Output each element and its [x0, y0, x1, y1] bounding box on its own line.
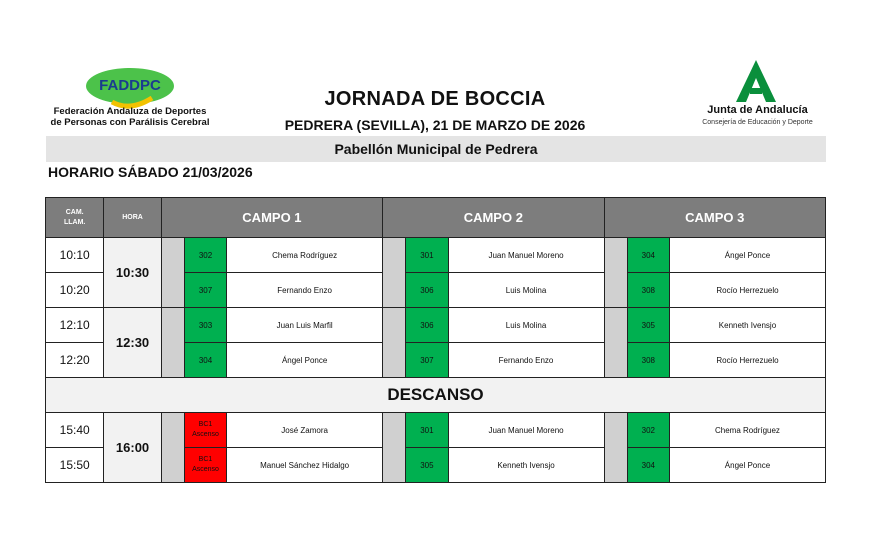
llamada-time: 12:10 [46, 308, 104, 343]
player-name: Kenneth Ivensjo [669, 308, 825, 343]
player-name: Ángel Ponce [669, 238, 825, 273]
player-name: Luis Molina [448, 308, 604, 343]
player-code: 301 [406, 413, 448, 448]
player-name: Rocío Herrezuelo [669, 273, 825, 308]
player-code: 307 [184, 273, 226, 308]
player-name: Chema Rodríguez [227, 238, 383, 273]
player-code: 304 [627, 238, 669, 273]
player-name: Luis Molina [448, 273, 604, 308]
llamada-time: 15:40 [46, 413, 104, 448]
llamada-time: 10:20 [46, 273, 104, 308]
match-hora: 16:00 [104, 413, 161, 483]
player-name: Juan Luis Marfil [227, 308, 383, 343]
venue-banner: Pabellón Municipal de Pedrera [46, 136, 826, 162]
campo-gap [161, 413, 184, 483]
junta-subtitle: Consejería de Educación y Deporte [702, 119, 813, 126]
match-hora: 10:30 [104, 238, 161, 308]
campo-gap [604, 413, 627, 483]
campo-gap [604, 308, 627, 378]
match-hora: 12:30 [104, 308, 161, 378]
player-name: Kenneth Ivensjo [448, 448, 604, 483]
campo-gap [383, 308, 406, 378]
col-header-hora: HORA [104, 198, 161, 238]
schedule-table [45, 197, 826, 483]
player-name: Rocío Herrezuelo [669, 343, 825, 378]
player-code-ascenso: BC1 Ascenso [184, 413, 226, 448]
rest-row [46, 378, 826, 413]
player-code: 301 [406, 238, 448, 273]
page-title: JORNADA DE BOCCIA [324, 88, 546, 110]
logo-text: FADDPC [99, 77, 161, 94]
player-name: Chema Rodríguez [669, 413, 825, 448]
player-code: 305 [627, 308, 669, 343]
llamada-time: 10:10 [46, 238, 104, 273]
player-name: Fernando Enzo [227, 273, 383, 308]
schedule-heading: HORARIO SÁBADO 21/03/2026 [48, 164, 253, 180]
llamada-time: 12:20 [46, 343, 104, 378]
player-name: José Zamora [227, 413, 383, 448]
player-code-ascenso: BC1 Ascenso [184, 448, 226, 483]
page-subtitle: PEDRERA (SEVILLA), 21 DE MARZO DE 2026 [284, 117, 586, 133]
org-name-line2: de Personas con Parálisis Cerebral [50, 117, 210, 128]
table-header-row [46, 198, 826, 238]
llamada-time: 15:50 [46, 448, 104, 483]
col-header-campo-2: CAMPO 2 [383, 198, 604, 238]
player-name: Fernando Enzo [448, 343, 604, 378]
player-code: 303 [184, 308, 226, 343]
table-row [46, 413, 826, 448]
table-row [46, 308, 826, 343]
player-name: Juan Manuel Moreno [448, 238, 604, 273]
player-name: Ángel Ponce [227, 343, 383, 378]
player-code: 302 [184, 238, 226, 273]
player-name: Juan Manuel Moreno [448, 413, 604, 448]
player-code: 306 [406, 308, 448, 343]
campo-gap [161, 308, 184, 378]
player-code: 308 [627, 273, 669, 308]
org-name-line1: Federación Andaluza de Deportes [53, 106, 207, 117]
player-name: Ángel Ponce [669, 448, 825, 483]
col-header-campo-1: CAMPO 1 [161, 198, 382, 238]
junta-andalucia-logo [736, 60, 776, 102]
col-header-campo-3: CAMPO 3 [604, 198, 825, 238]
player-code: 304 [184, 343, 226, 378]
player-name: Manuel Sánchez Hidalgo [227, 448, 383, 483]
org-name [40, 106, 220, 128]
campo-gap [604, 238, 627, 308]
player-code: 307 [406, 343, 448, 378]
player-code: 304 [627, 448, 669, 483]
player-code: 302 [627, 413, 669, 448]
campo-gap [383, 413, 406, 483]
rest-label: DESCANSO [46, 378, 826, 413]
table-row [46, 238, 826, 273]
faddpc-logo [82, 64, 178, 112]
player-code: 305 [406, 448, 448, 483]
campo-gap [161, 238, 184, 308]
player-code: 308 [627, 343, 669, 378]
player-code: 306 [406, 273, 448, 308]
junta-name: Junta de Andalucía [707, 104, 808, 116]
col-header-llamada: CAM. LLAM. [46, 198, 104, 238]
campo-gap [383, 238, 406, 308]
